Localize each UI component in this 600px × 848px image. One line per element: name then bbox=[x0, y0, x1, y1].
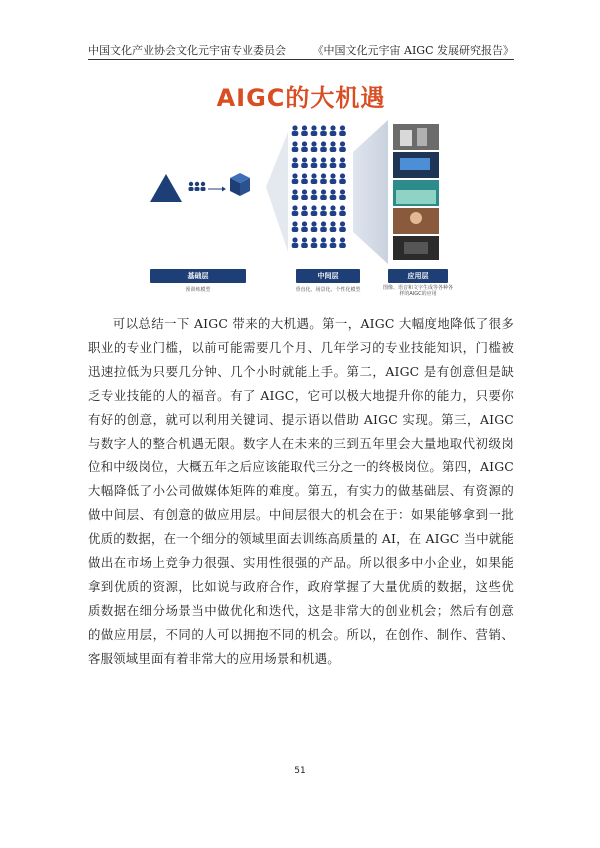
person-icon bbox=[292, 205, 297, 210]
person-body bbox=[301, 195, 308, 200]
person-icon bbox=[311, 189, 316, 194]
person-body bbox=[330, 147, 337, 152]
person-icon bbox=[302, 237, 307, 242]
person-icon bbox=[321, 125, 326, 130]
person-body bbox=[292, 131, 299, 136]
person-body bbox=[330, 163, 337, 168]
person-icon bbox=[311, 125, 316, 130]
person-icon bbox=[321, 205, 326, 210]
person-icon bbox=[292, 125, 297, 130]
layer-desc-base: 预训练模型 bbox=[185, 287, 211, 293]
person-icon bbox=[292, 189, 297, 194]
application-image-stack bbox=[393, 124, 439, 260]
person-icon bbox=[340, 125, 345, 130]
person-icon bbox=[340, 189, 345, 194]
header-rule bbox=[88, 59, 514, 60]
person-icon bbox=[311, 221, 316, 226]
person-icon bbox=[340, 141, 345, 146]
person-body bbox=[339, 211, 346, 216]
person-body bbox=[311, 211, 318, 216]
person-icon bbox=[311, 237, 316, 242]
app-image-robot bbox=[393, 124, 439, 150]
person-icon bbox=[311, 157, 316, 162]
person-icon bbox=[321, 221, 326, 226]
person-body bbox=[330, 195, 337, 200]
person-body bbox=[330, 211, 337, 216]
person-body bbox=[292, 147, 299, 152]
triangle-icon bbox=[150, 174, 182, 202]
person-icon bbox=[302, 141, 307, 146]
person-icon bbox=[321, 237, 326, 242]
person-body bbox=[292, 211, 299, 216]
aigc-opportunity-figure bbox=[138, 72, 464, 310]
person-body bbox=[339, 147, 346, 152]
person-body bbox=[301, 163, 308, 168]
person-icon bbox=[330, 237, 335, 242]
person-icon bbox=[340, 237, 345, 242]
person-body bbox=[339, 195, 346, 200]
person-icon bbox=[321, 157, 326, 162]
person-body bbox=[339, 227, 346, 232]
person-icon bbox=[340, 157, 345, 162]
person-body bbox=[311, 243, 318, 248]
layer-label-base: 基础层 bbox=[150, 269, 246, 283]
layer-desc-middle: 垂直化、场景化、个性化模型 bbox=[295, 287, 361, 293]
person-icon bbox=[330, 125, 335, 130]
person-body bbox=[320, 179, 327, 184]
person-icon bbox=[340, 205, 345, 210]
person-body bbox=[292, 227, 299, 232]
person-icon bbox=[292, 173, 297, 178]
person-body bbox=[311, 163, 318, 168]
person-body bbox=[330, 243, 337, 248]
person-body bbox=[292, 243, 299, 248]
person-icon bbox=[330, 173, 335, 178]
person-body bbox=[292, 179, 299, 184]
person-icon bbox=[302, 205, 307, 210]
person-body bbox=[311, 131, 318, 136]
header-report-title: 《中国文化元宇宙 AIGC 发展研究报告》 bbox=[312, 44, 514, 57]
person-body bbox=[301, 179, 308, 184]
cube-icon bbox=[230, 173, 250, 196]
person-body bbox=[301, 227, 308, 232]
header-organization: 中国文化产业协会文化元宇宙专业委员会 bbox=[88, 44, 286, 57]
person-body bbox=[339, 131, 346, 136]
person-body bbox=[330, 179, 337, 184]
people-grid-icon bbox=[292, 125, 346, 248]
person-icon bbox=[321, 141, 326, 146]
person-body bbox=[330, 227, 337, 232]
person-icon bbox=[330, 189, 335, 194]
person-body bbox=[311, 179, 318, 184]
person-icon bbox=[292, 237, 297, 242]
person-icon bbox=[311, 173, 316, 178]
person-icon bbox=[292, 221, 297, 226]
person-body bbox=[301, 243, 308, 248]
body-paragraph: 可以总结一下 AIGC 带来的大机遇。第一，AIGC 大幅度地降低了很多职业的专业门槛，以前可能需要几个月、几年学习的专业技能知识，门槛被迅速拉低为只要几分钟、几个小时就能上手。第二，AIGC 是有创意但是缺乏专业技能的人的福音。有了 AIGC，它可以极大地提升你的能力，只要你有好的创意，就可以利用关键词、提示语以借助 AIGC 实现。第三，AIGC 与数字人的整合机遇无限。数字人在未来的三到五年里会大量地取代初级岗位和中级岗位，大概五年之后应该能取代三分之一的终极岗位。第四，AIGC 大幅降低了小公司做媒体矩阵的难度。第五，有实力的做基础层、有资源的做中间层、有创意的做应用层。中间层很大的机会在于：如果能够拿到一批优质的数据，在一个细分的领域里面去训练高质量的 AI，在 AIGC 当中就能做出在市场上竞争力很强、实用性很强的产品。所以很多中小企业，如果能拿到优质的资源，比如说与政府合作，政府掌握了大量优质的数据，这些优质数据在细分场景当中做优化和迭代，这是非常大的创业机会；然后有创意的做应用层，不同的人可以拥抱不同的机会。所以，在创作、制作、营销、客服领域里面有着非常大的应用场景和机遇。 bbox=[88, 316, 514, 666]
person-body bbox=[311, 227, 318, 232]
person-icon bbox=[292, 141, 297, 146]
person-icon bbox=[302, 189, 307, 194]
person-icon bbox=[330, 205, 335, 210]
person-icon bbox=[302, 125, 307, 130]
person-body bbox=[320, 163, 327, 168]
person-body bbox=[292, 195, 299, 200]
page-number: 51 bbox=[294, 766, 306, 776]
person-body bbox=[320, 227, 327, 232]
person-body bbox=[320, 211, 327, 216]
person-body bbox=[311, 195, 318, 200]
person-body bbox=[339, 179, 346, 184]
person-body bbox=[339, 163, 346, 168]
person-body bbox=[320, 147, 327, 152]
person-body bbox=[320, 131, 327, 136]
person-icon bbox=[311, 141, 316, 146]
person-body bbox=[339, 243, 346, 248]
arrow-right-icon bbox=[208, 187, 226, 192]
person-icon bbox=[321, 173, 326, 178]
person-icon bbox=[340, 173, 345, 178]
person-body bbox=[301, 147, 308, 152]
person-body bbox=[301, 131, 308, 136]
page-header bbox=[88, 38, 514, 60]
funnel-right-shape bbox=[353, 120, 388, 264]
layer-desc-application: 图像、语音和文字生成等各种各样的AIGC的应用 bbox=[382, 285, 453, 297]
person-icon bbox=[330, 141, 335, 146]
person-body bbox=[320, 243, 327, 248]
person-icon bbox=[330, 157, 335, 162]
person-body bbox=[292, 163, 299, 168]
layer-label-application: 应用层 bbox=[388, 269, 448, 283]
person-body bbox=[320, 195, 327, 200]
person-icon bbox=[330, 221, 335, 226]
figure-title: AIGC的大机遇 bbox=[216, 84, 386, 112]
person-icon bbox=[311, 205, 316, 210]
person-icon bbox=[302, 173, 307, 178]
people-group-icon bbox=[189, 182, 206, 191]
person-icon bbox=[302, 157, 307, 162]
person-icon bbox=[340, 221, 345, 226]
layer-label-middle: 中间层 bbox=[296, 269, 360, 283]
person-icon bbox=[292, 157, 297, 162]
person-body bbox=[301, 211, 308, 216]
person-body bbox=[330, 131, 337, 136]
person-body bbox=[311, 147, 318, 152]
person-icon bbox=[321, 189, 326, 194]
person-icon bbox=[302, 221, 307, 226]
funnel-left-shape bbox=[266, 132, 288, 252]
